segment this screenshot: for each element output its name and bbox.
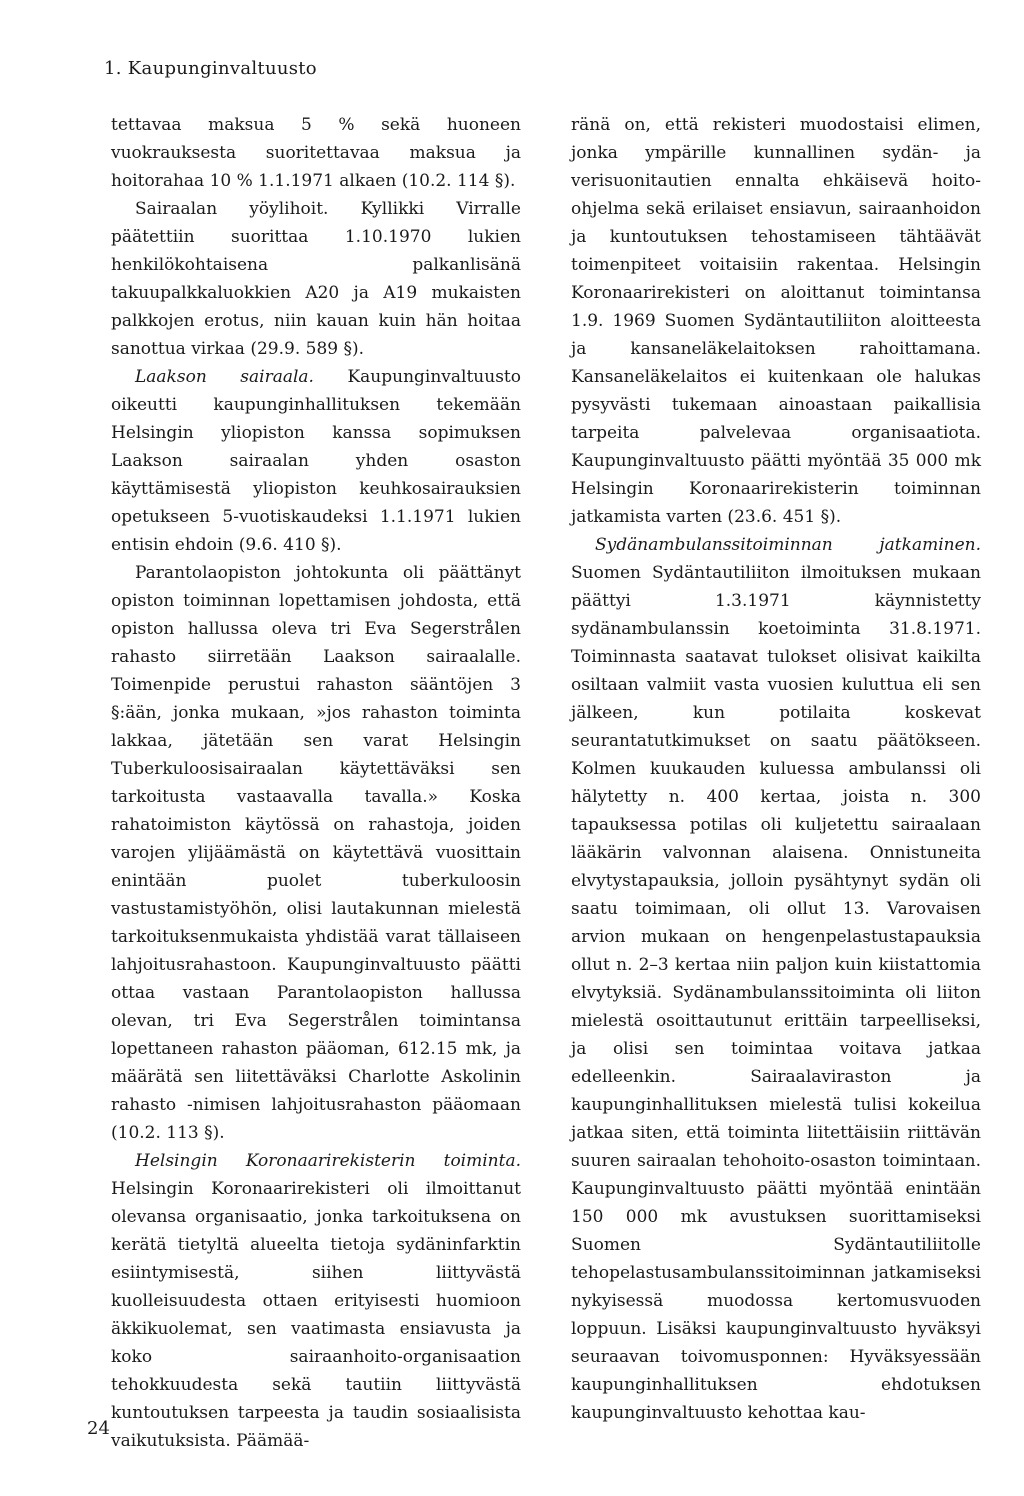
section-heading-ambulance: Sydänambulanssitoiminnan jatkaminen. xyxy=(595,535,981,555)
section-text-coronary: Helsingin Koronaarirekisteri oli ilmoittanut olevansa organisaatio, jonka tarkoituksena on kerätä tietyltä alueelta tietoja sydäninfarktin esiintymisestä, siihen liittyvästä kuolleisuudesta ottaen erityisesti huomioon äkkikuolemat, sen vaatimasta ensiavusta ja koko sairaanhoito-organisaation tehokkuudesta sekä tautiin liittyvästä kuntoutuksen tarpeesta ja taudin sosiaalisista vaikutuksista. Päämää- xyxy=(111,1179,521,1451)
paragraph-fund-transfer: Parantolaopiston johtokunta oli päättänyt opiston toiminnan lopettamisen johdosta, että opiston hallussa oleva tri Eva Segerstrålen rahasto siirretään Laakson sairaalalle. Toimenpide perustui rahaston sääntöjen 3 §:ään, jonka mukaan, »jos rahaston toiminta lakkaa, jätetään sen varat Helsingin Tuberkuloosisairaalan käytettäväksi sen tarkoitusta vastaavalla tavalla.» Koska rahatoimiston käytössä on rahastoja, joiden varojen ylijäämästä on käytettävä vuosittain enintään puolet tuberkuloosin vastustamistyöhön, olisi lautakunnan mielestä tarkoituksenmukaista yhdistää varat tällaiseen lahjoitusrahastoon. Kaupunginvaltuusto päätti ottaa vastaan Parantolaopiston hallussa olevan, tri Eva Segerstrålen toimintansa lopettaneen rahaston pääoman, 612.15 mk, ja määrätä sen liitettäväksi Charlotte Askolinin rahasto -nimisen lahjoitusrahaston pääomaan (10.2. 113 §). xyxy=(111,563,521,1143)
section-heading-laakso: Laakson sairaala. xyxy=(135,367,314,387)
left-column xyxy=(111,111,521,1455)
section-heading-coronary: Helsingin Koronaarirekisterin toiminta. xyxy=(135,1151,521,1171)
paragraph-fees: tettavaa maksua 5 % sekä huoneen vuokrauksesta suoritettavaa maksua ja hoitorahaa 10 % 1.1.1971 alkaen (10.2. 114 §). xyxy=(111,115,521,191)
paragraph-cardiac-ambulance xyxy=(571,531,981,1427)
paragraph-night-nurse: Sairaalan yöylihoit. Kyllikki Virralle päätettiin suorittaa 1.10.1970 lukien henkilökohtaisena palkanlisänä takuupalkkaluokkien A20 ja A19 mukaisten palkkojen erotus, niin kauan kuin hän hoitaa sanottua virkaa (29.9. 589 §). xyxy=(111,199,521,359)
paragraph-registry-continued: ränä on, että rekisteri muodostaisi elimen, jonka ympärille kunnallinen sydän- ja verisuonitautien ennalta ehkäisevä hoito-ohjelma sekä erilaiset ensiavun, sairaanhoidon ja kuntoutuksen tehostamiseen tähtäävät toimenpiteet voitaisiin rakentaa. Helsingin Koronaarirekisteri on aloittanut toimintansa 1.9. 1969 Suomen Sydäntautiliiton aloitteesta ja kansaneläkelaitoksen rahoittamana. Kansaneläkelaitos ei kuitenkaan ole halukas pysyvästi tukemaan ainoastaan paikallisia tarpeita palvelevaa organisaatiota. Kaupunginvaltuusto päätti myöntää 35 000 mk Helsingin Koronaarirekisterin toiminnan jatkamista varten (23.6. 451 §). xyxy=(571,115,981,527)
right-column xyxy=(571,111,981,1427)
section-text-ambulance: Suomen Sydäntautiliiton ilmoituksen mukaan päättyi 1.3.1971 käynnistetty sydänambulanssin koetoiminta 31.8.1971. Toiminnasta saatavat tulokset olisivat kaikilta osiltaan valmiit vasta vuosien kuluttua eli sen jälkeen, kun potilaita koskevat seurantatutkimukset on saatu päätökseen. Kolmen kuukauden kuluessa ambulanssi oli hälytetty n. 400 kertaa, joista n. 300 tapauksessa potilas oli kuljetettu sairaalaan lääkärin valvonnan alaisena. Onnistuneita elvytystapauksia, jolloin pysähtynyt sydän oli saatu toimimaan, oli ollut 13. Varovaisen arvion mukaan on hengenpelastustapauksia ollut n. 2–3 kertaa niin paljon kuin kiistattomia elvytyksiä. Sydänambulanssitoiminta oli liiton mielestä osoittautunut erittäin tarpeelliseksi, ja olisi sen toimintaa voitava jatkaa edelleenkin. Sairaalaviraston ja kaupunginhallituksen mielestä tulisi kokeilua jatkaa siten, että toiminta liitettäisiin riittävän suuren sairaalan tehohoito-osaston toimintaan. Kaupunginvaltuusto päätti myöntää enintään 150 000 mk avustuksen suorittamiseksi Suomen Sydäntautiliitolle tehopelastusambulanssitoiminnan jatkamiseksi nykyisessä muodossa kertomusvuoden loppuun. Lisäksi kaupunginvaltuusto hyväksyi seuraavan toivomusponnen: Hyväksyessään kaupunginhallituksen ehdotuksen kaupunginvaltuusto kehottaa kau- xyxy=(571,563,981,1423)
section-text-laakso: Kaupunginvaltuusto oikeutti kaupunginhallituksen tekemään Helsingin yliopiston kanssa sopimuksen Laakson sairaalan yhden osaston käyttämisestä yliopiston keuhkosairauksien opetukseen 5-vuotiskaudeksi 1.1.1971 lukien entisin ehdoin (9.6. 410 §). xyxy=(111,367,521,555)
running-head: 1. Kaupunginvaltuusto xyxy=(104,58,317,79)
paragraph-coronary-registry xyxy=(111,1147,521,1455)
paragraph-laakso-hospital xyxy=(111,363,521,559)
page-number: 24 xyxy=(87,1418,110,1439)
